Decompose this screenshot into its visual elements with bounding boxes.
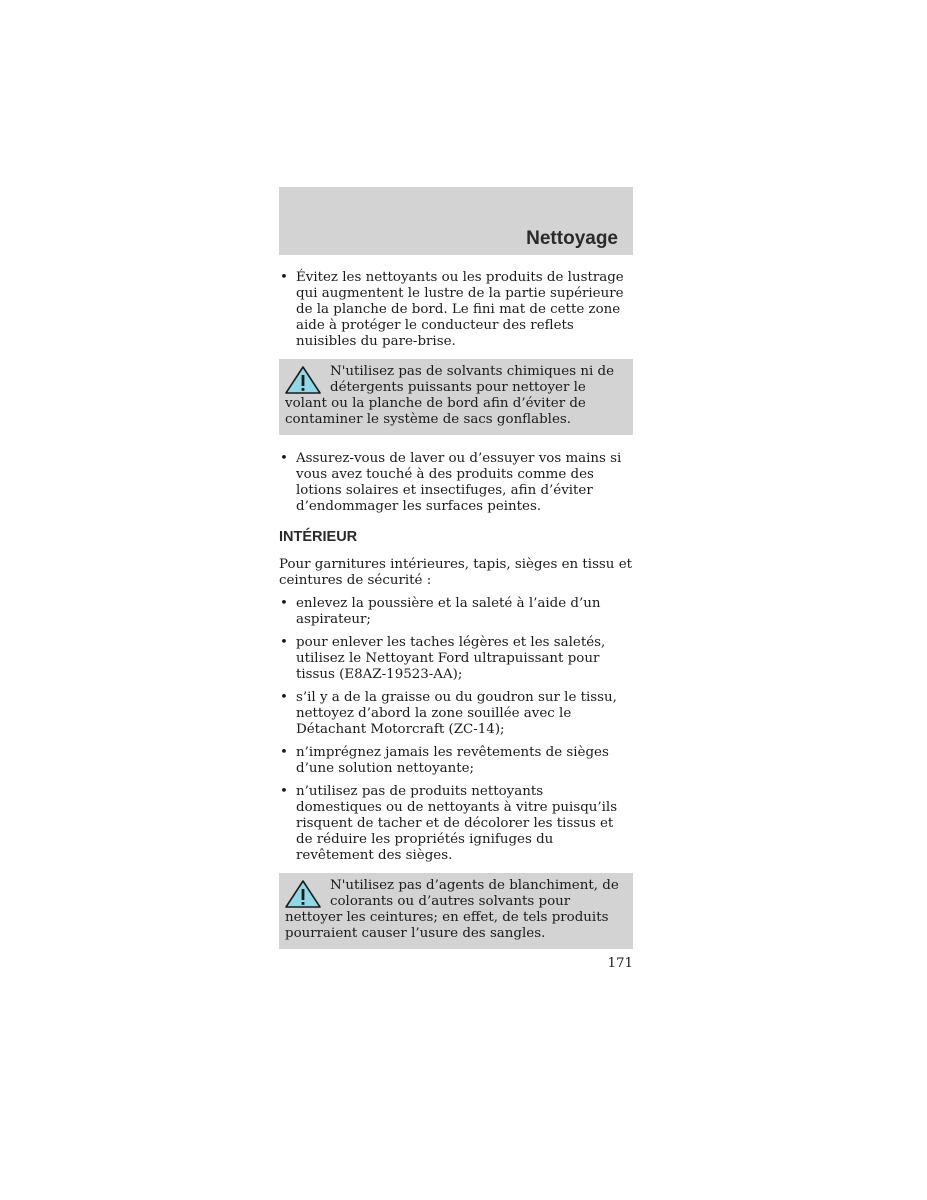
warning-box-airbag — [279, 359, 633, 435]
page-content — [279, 270, 633, 949]
list-item: • pour enlever les taches légères et les saletés, utilisez le Nettoyant Ford ultrapuissant pour tissus (E8AZ-19523-AA); — [279, 635, 633, 683]
warning-triangle-icon — [284, 365, 322, 395]
list-item: • s’il y a de la graisse ou du goudron sur le tissu, nettoyez d’abord la zone souillée avec le Détachant Motorcraft (ZC-14); — [279, 690, 633, 738]
bullet-list-top — [279, 270, 633, 350]
interior-intro: Pour garnitures intérieures, tapis, sièges en tissu et ceintures de sécurité : — [279, 557, 632, 588]
warning-text: N'utilisez pas d’agents de blanchiment, de colorants ou d’autres solvants pour nettoyer les ceintures; en effet, de tels produits pourraient causer l’usure des sangles. — [285, 878, 619, 941]
page-number: 171 — [607, 956, 633, 971]
manual-page — [279, 187, 633, 965]
list-item: • enlevez la poussière et la saleté à l’aide d’un aspirateur; — [279, 596, 633, 628]
interior-bullet-list — [279, 596, 633, 864]
section-header-band — [279, 187, 633, 255]
interior-heading: INTÉRIEUR — [279, 529, 358, 545]
warning-text: N'utilisez pas de solvants chimiques ni de détergents puissants pour nettoyer le volant ou la planche de bord afin d’éviter de contaminer le système de sacs gonflables. — [285, 364, 614, 427]
warning-triangle-icon — [284, 879, 322, 909]
list-item: • n’imprégnez jamais les revêtements de sièges d’une solution nettoyante; — [279, 745, 633, 777]
list-item: • Assurez-vous de laver ou d’essuyer vos mains si vous avez touché à des produits comme des lotions solaires et insectifuges, afin d’éviter d’endommager les surfaces peintes. — [279, 451, 633, 515]
list-item: • Évitez les nettoyants ou les produits de lustrage qui augmentent le lustre de la partie supérieure de la planche de bord. Le fini mat de cette zone aide à protéger le conducteur des reflets nuisibles du pare-brise. — [279, 270, 633, 350]
section-title: Nettoyage — [526, 228, 618, 249]
list-item: • n’utilisez pas de produits nettoyants domestiques ou de nettoyants à vitre puisqu’ils risquent de tacher et de décolorer les tissus et de réduire les propriétés ignifuges du revêtement des sièges. — [279, 784, 633, 864]
bullet-list-middle — [279, 451, 633, 515]
warning-box-seatbelts — [279, 873, 633, 949]
